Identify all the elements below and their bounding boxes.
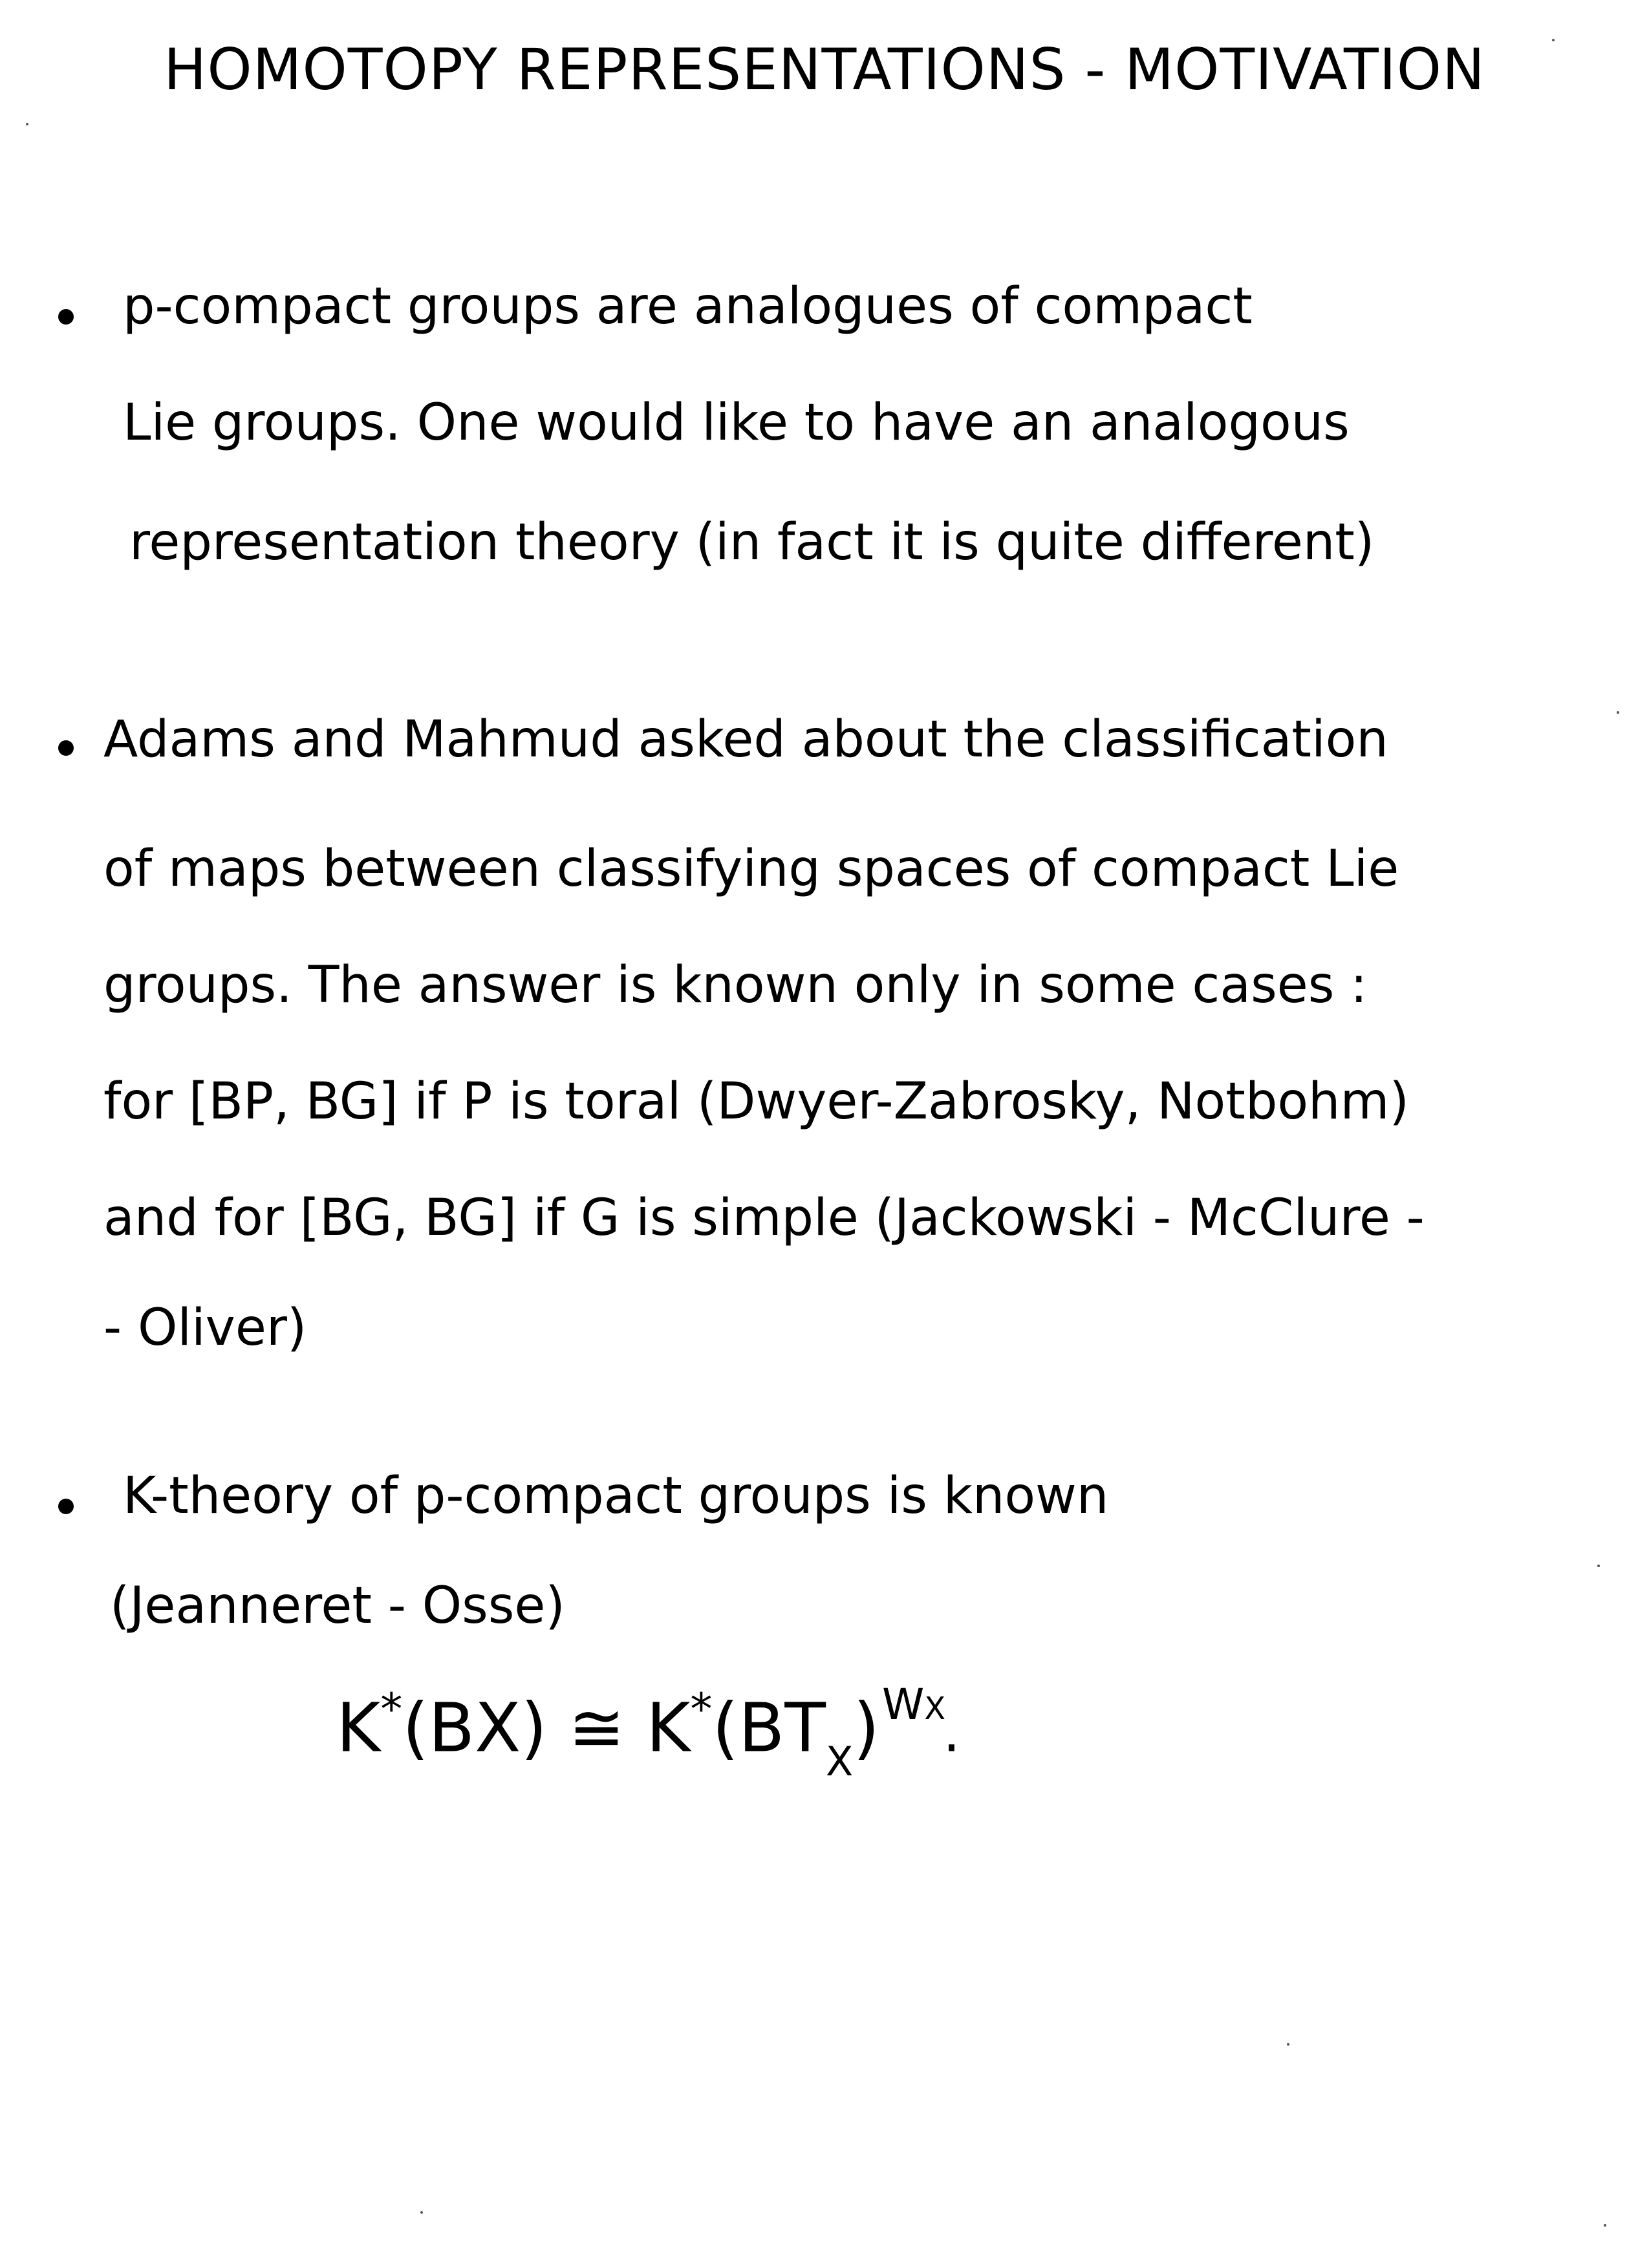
bullet-2 [58, 711, 1610, 1358]
bullet-1 [58, 278, 1610, 601]
bullet-2-line-6: - Oliver) [103, 1299, 307, 1357]
formula-lhs-k: K [336, 1688, 381, 1768]
formula-lhs-star: * [380, 1684, 403, 1735]
bullet-2-line-1: Adams and Mahmud asked about the classification [103, 711, 1388, 769]
formula-trailing-dot: . [943, 1700, 960, 1764]
bullet-marker [58, 1499, 74, 1514]
formula-weyl-sub: X [924, 1690, 946, 1727]
bullet-marker [58, 740, 74, 756]
formula-weyl-w: W [881, 1679, 925, 1729]
formula-rhs-open: (BT [712, 1688, 826, 1768]
scan-speck [1552, 39, 1555, 41]
bullet-1-line-1: p-compact groups are analogues of compact [123, 277, 1253, 336]
scan-speck [1287, 2043, 1289, 2046]
bullet-1-line-3: representation theory (in fact it is quite different) [129, 513, 1375, 572]
bullet-2-line-2: of maps between classifying spaces of compact Lie [103, 840, 1399, 898]
scan-speck [1597, 1565, 1600, 1567]
formula-weyl-exponent [882, 1680, 945, 1729]
bullet-2-line-5: and for [BG, BG] if G is simple (Jackowski - McClure - [103, 1189, 1425, 1247]
formula-lhs-arg: (BX) [402, 1688, 547, 1768]
formula-iso-symbol: ≅ [568, 1688, 625, 1768]
formula-rhs-sub: X [825, 1738, 854, 1786]
formula-rhs-close: ) [853, 1688, 879, 1768]
formula-rhs-k: K [646, 1688, 691, 1768]
k-theory-formula [336, 1679, 960, 1786]
scan-speck [1604, 2224, 1606, 2227]
bullet-1-line-2: Lie groups. One would like to have an analogous [123, 394, 1350, 452]
bullet-3 [58, 1468, 1610, 1662]
scan-speck [26, 123, 28, 125]
bullet-2-line-4: for [BP, BG] if P is toral (Dwyer-Zabrosky, Notbohm) [103, 1073, 1409, 1131]
bullet-2-line-3: groups. The answer is known only in some cases : [103, 956, 1368, 1014]
bullet-3-line-2: (Jeanneret - Osse) [110, 1577, 565, 1635]
scan-speck [1617, 711, 1619, 714]
scan-speck [420, 2211, 423, 2214]
formula-rhs-star: * [690, 1684, 713, 1735]
bullet-3-line-1: K-theory of p-compact groups is known [123, 1467, 1109, 1525]
page-title: HOMOTOPY REPRESENTATIONS - MOTIVATION [164, 36, 1485, 103]
bullet-marker [58, 309, 74, 325]
